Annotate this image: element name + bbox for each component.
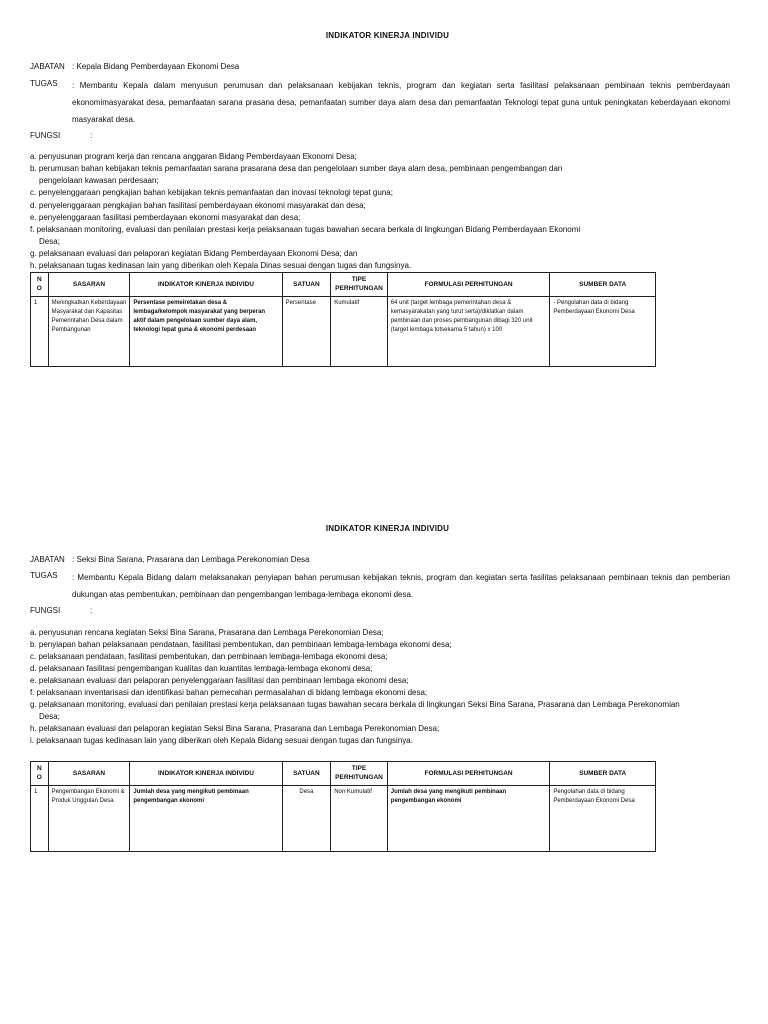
list-item: g. pelaksanaan evaluasi dan pelaporan kegiatan Bidang Pemberdayaan Ekonomi Desa; dan bbox=[30, 249, 358, 259]
kinerja-table-2 bbox=[30, 761, 656, 852]
list-item: f. pelaksanaan inventarisasi dan identifikasi bahan pemecahan permasalahan di bidang lembaga ekonomi desa; bbox=[30, 688, 428, 697]
jabatan-value: : Kepala Bidang Pemberdayaan Ekonomi Desa bbox=[72, 62, 240, 71]
list-item: a. penyusunan program kerja dan rencana anggaran Bidang Pemberdayaan Ekonomi Desa; bbox=[30, 152, 357, 161]
jabatan-row bbox=[30, 554, 730, 566]
list-item: g. pelaksanaan monitoring, evaluasi dan penilaian prestasi kerja pelaksanaan tugas bawahan secara berkala di lingkungan Seksi Bina Sarana, Prasarana dan Lembaga Perekonomian bbox=[30, 700, 680, 709]
header-sasaran: SASARAN bbox=[48, 762, 130, 786]
list-item: i. pelaksanaan tugas kedinasan lain yang diberikan oleh Kepala Bidang sesuai dengan tugas dan fungsinya. bbox=[30, 736, 413, 745]
cell-no: 1 bbox=[31, 785, 49, 851]
header-formulasi: FORMULASI PERHITUNGAN bbox=[387, 273, 550, 297]
list-item: b. penyiapan bahan pelaksanaan pendataan, fasilitasi pembentukan, dan pembinaan lembaga-lembaga ekonomi desa; bbox=[30, 640, 452, 649]
cell-satuan: Desa bbox=[282, 785, 331, 851]
list-item: d. pelaksanaan fasilitasi pengembangan kualitas dan kuantitas lembaga-lembaga ekonomi desa; bbox=[30, 664, 373, 673]
list-item: e. penyelenggaraan fasilitasi pemberdayaan ekonomi masyarakat dan desa; bbox=[30, 212, 301, 222]
header-sasaran: SASARAN bbox=[48, 273, 130, 297]
cell-tipe: Kumulatif bbox=[331, 296, 388, 366]
fungsi-label: FUNGSI bbox=[30, 131, 61, 140]
list-item: Desa; bbox=[39, 237, 60, 247]
tugas-row bbox=[30, 78, 730, 128]
header-sumber: SUMBER DATA bbox=[550, 762, 656, 786]
list-item: b. perumusan bahan kebijakan teknis pemanfaatan sarana prasarana desa dan pengelolaan sumber daya alam desa, pembinaan pengembangan dan bbox=[30, 164, 563, 174]
header-indikator: INDIKATOR KINERJA INDIVIDU bbox=[130, 273, 282, 297]
header-satuan: SATUAN bbox=[282, 762, 331, 786]
list-item: Desa; bbox=[39, 712, 60, 721]
tugas-value: : Membantu Kepala dalam menyusun perumusan dan pelaksanaan kebijakan teknis, program dan kegiatan serta fasilitasi pelaksanaan pembinaan teknis pemberdayaan ekonomimasyarakat desa, pemanfaatan sarana prasana desa, pemanfaatan sumber daya alam desa dan pemanfaatan Teknologi tepat guna untuk peningkatan keberdayaan ekonomi masyarakat desa. bbox=[72, 81, 730, 124]
list-item: e. pelaksanaan evaluasi dan pelaporan penyelenggaraan fasilitasi dan pembinaan lembaga ekonomi desa; bbox=[30, 676, 409, 685]
kinerja-table-1 bbox=[30, 272, 656, 367]
cell-tipe: Non Kumulatif bbox=[331, 785, 388, 851]
tugas-value: : Membantu Kepala Bidang dalam melaksanakan penyiapan bahan perumusan kebijakan teknis, program dan kegiatan serta fasilitas pelaksanaan pembinaan teknis dan pemberian dukungan atas pembentukan, pembinaan dan pengembangan lembaga-lembaga ekonomi desa. bbox=[72, 573, 730, 599]
cell-sasaran: Pengembangan Ekonomi & Produk Unggulan Desa bbox=[48, 785, 130, 851]
fungsi-row bbox=[30, 605, 730, 617]
document-2-header bbox=[30, 523, 730, 535]
cell-indikator: Persentase pemeiretakan desa & lembaga/kelompok masyarakat yang berperan aktif dalam pengelolaan sumber daya alam, teknologi tepat guna & ekonomi perdesaan bbox=[130, 296, 282, 366]
cell-indikator: Jumlah desa yang mengikuti pembinaan pengembangan ekonomi bbox=[130, 785, 282, 851]
fungsi-row bbox=[30, 130, 730, 142]
list-item: h. pelaksanaan evaluasi dan pelaporan kegiatan Seksi Bina Sarana, Prasarana dan Lembaga Perekonomian Desa; bbox=[30, 724, 440, 733]
fungsi-list bbox=[30, 151, 730, 273]
list-item: f. pelaksanaan monitoring, evaluasi dan penilaian prestasi kerja pelaksanaan tugas bawahan secara berkala di lingkungan Bidang Pemberdayaan Ekonomi bbox=[30, 224, 581, 234]
list-item: c. penyelenggaraan pengkajian bahan kebijakan teknis pemanfaatan dan inovasi teknologi tepat guna; bbox=[30, 188, 393, 198]
header-satuan: SATUAN bbox=[282, 273, 331, 297]
table-header-row bbox=[31, 273, 656, 297]
header-tipe: TIPE PERHITUNGAN bbox=[331, 762, 388, 786]
jabatan-value: : Seksi Bina Sarana, Prasarana dan Lembaga Perekonomian Desa bbox=[72, 555, 310, 564]
tugas-label: TUGAS bbox=[30, 571, 58, 580]
fungsi-colon: : bbox=[90, 606, 93, 615]
cell-sasaran: Meningkatkan Keberdayaan Masyarakat dan Kapasitas Pemerintahan Desa dalam Pembangunan bbox=[48, 296, 130, 366]
jabatan-row bbox=[30, 61, 730, 73]
tugas-row bbox=[30, 570, 730, 604]
cell-no: 1 bbox=[31, 296, 49, 366]
tugas-label: TUGAS bbox=[30, 79, 58, 88]
header-indikator: INDIKATOR KINERJA INDIVIDU bbox=[130, 762, 282, 786]
table-header-row bbox=[31, 762, 656, 786]
list-item: a. penyusunan rencana kegiatan Seksi Bina Sarana, Prasarana dan Lembaga Perekonomian Desa; bbox=[30, 628, 384, 637]
cell-satuan: Persentase bbox=[282, 296, 331, 366]
cell-formulasi: Jumlah desa yang mengikuti pembinaan pengembangan ekonomi bbox=[387, 785, 550, 851]
document-title: INDIKATOR KINERJA INDIVIDU bbox=[325, 524, 450, 533]
jabatan-label: JABATAN bbox=[30, 62, 65, 71]
header-sumber: SUMBER DATA bbox=[550, 273, 656, 297]
header-no: N O bbox=[31, 273, 49, 297]
list-item: c. pelaksanaan pendataan, fasilitasi pembentukan, dan pembinaan lembaga-lembaga ekonomi desa; bbox=[30, 652, 388, 661]
jabatan-label: JABATAN bbox=[30, 555, 65, 564]
fungsi-label: FUNGSI bbox=[30, 606, 61, 615]
cell-sumber: - Pengolahan data di bidang Pemberdayaan Ekonomi Desa bbox=[550, 296, 656, 366]
cell-sumber: Pengolahan data di bidang Pemberdayaan Ekonomi Desa bbox=[550, 785, 656, 851]
fungsi-colon: : bbox=[90, 131, 93, 140]
header-no: N O bbox=[31, 762, 49, 786]
cell-formulasi: 64 unit (target lembaga pemerintahan desa & kemasyarakatan yang turut serta)/diklatkan dalam pembinaan dan proses pembangunan dibagi 320 unit (target lembaga totsekama 5 tahun) x 100 bbox=[387, 296, 550, 366]
table-row bbox=[31, 785, 656, 851]
header-formulasi: FORMULASI PERHITUNGAN bbox=[387, 762, 550, 786]
list-item: pengelolaan kawasan perdesaan; bbox=[39, 176, 159, 186]
document-title: INDIKATOR KINERJA INDIVIDU bbox=[325, 31, 450, 40]
fungsi-list bbox=[30, 627, 730, 747]
table-row bbox=[31, 296, 656, 366]
list-item: d. penyelenggaraan pengkajian bahan fasilitasi pemberdayaan ekonomi masyarakat dan desa; bbox=[30, 200, 366, 210]
document-1-header bbox=[30, 30, 730, 42]
header-tipe: TIPE PERHITUNGAN bbox=[331, 273, 388, 297]
list-item: h. pelaksanaan tugas kedinasan lain yang diberikan oleh Kepala Dinas sesuai dengan tugas dan fungsinya. bbox=[30, 261, 412, 271]
